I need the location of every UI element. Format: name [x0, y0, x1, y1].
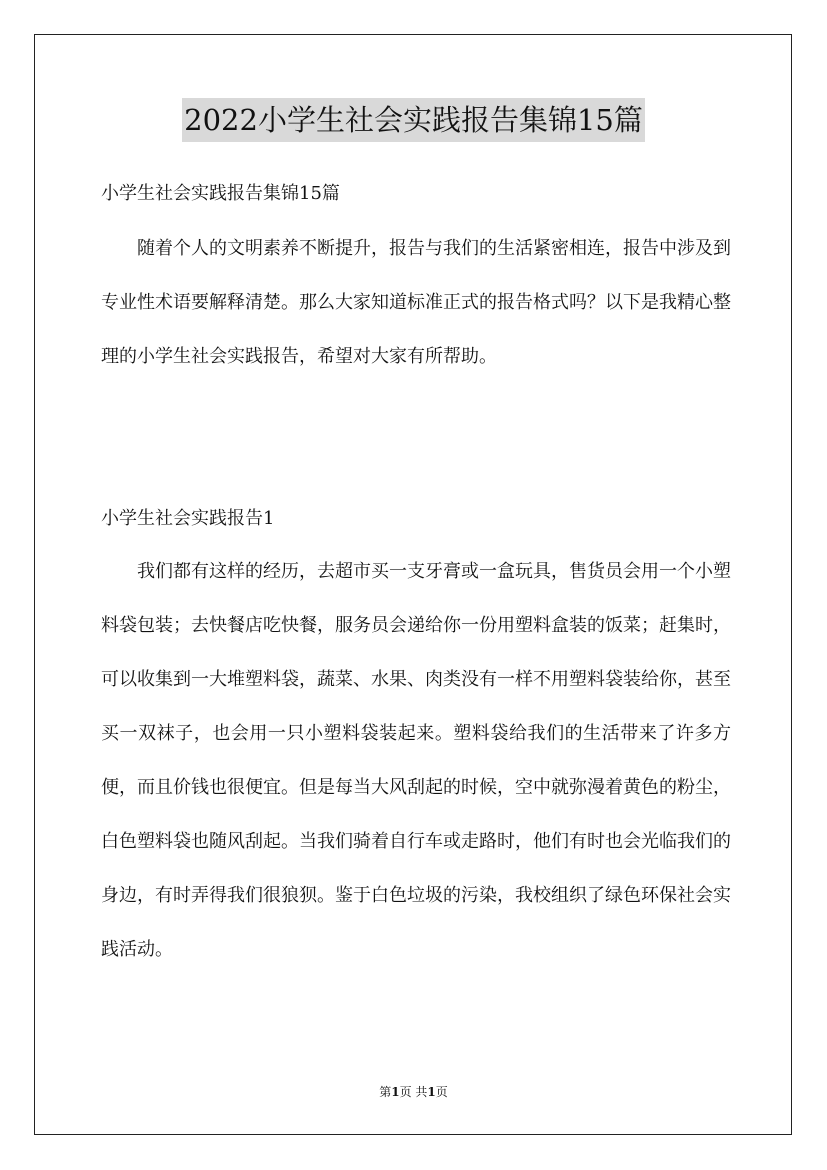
title-container: [0, 98, 827, 142]
page-footer: [0, 1083, 827, 1101]
intro-paragraph: 随着个人的文明素养不断提升，报告与我们的生活紧密相连，报告中涉及到专业性术语要解释清楚。那么大家知道标准正式的报告格式吗？以下是我精心整理的小学生社会实践报告，希望对大家有所帮助。: [101, 238, 731, 367]
section-paragraph: 我们都有这样的经历，去超市买一支牙膏或一盒玩具，售货员会用一个小塑料袋包装；去快餐店吃快餐，服务员会递给你一份用塑料盒装的饭菜；赶集时，可以收集到一大堆塑料袋，蔬菜、水果、肉类没有一样不用塑料袋装给你，甚至买一双袜子，也会用一只小塑料袋装起来。塑料袋给我们的生活带来了许多方便，而且价钱也很便宜。但是每当大风刮起的时候，空中就弥漫着黄色的粉尘，白色塑料袋也随风刮起。当我们骑着自行车或走路时，他们有时也会光临我们的身边，有时弄得我们很狼狈。鉴于白色垃圾的污染，我校组织了绿色环保社会实践活动。: [101, 561, 731, 960]
document-subtitle: 小学生社会实践报告集锦15篇: [101, 183, 340, 204]
footer-page-suffix: 页: [435, 1085, 448, 1099]
footer-page-total: 1: [427, 1085, 436, 1099]
section-heading: 小学生社会实践报告1: [101, 508, 275, 529]
footer-page-mid: 页 共: [399, 1085, 428, 1099]
footer-page-current: 1: [391, 1085, 400, 1099]
document-title: 2022小学生社会实践报告集锦15篇: [182, 98, 645, 142]
footer-page-prefix: 第: [379, 1085, 392, 1099]
